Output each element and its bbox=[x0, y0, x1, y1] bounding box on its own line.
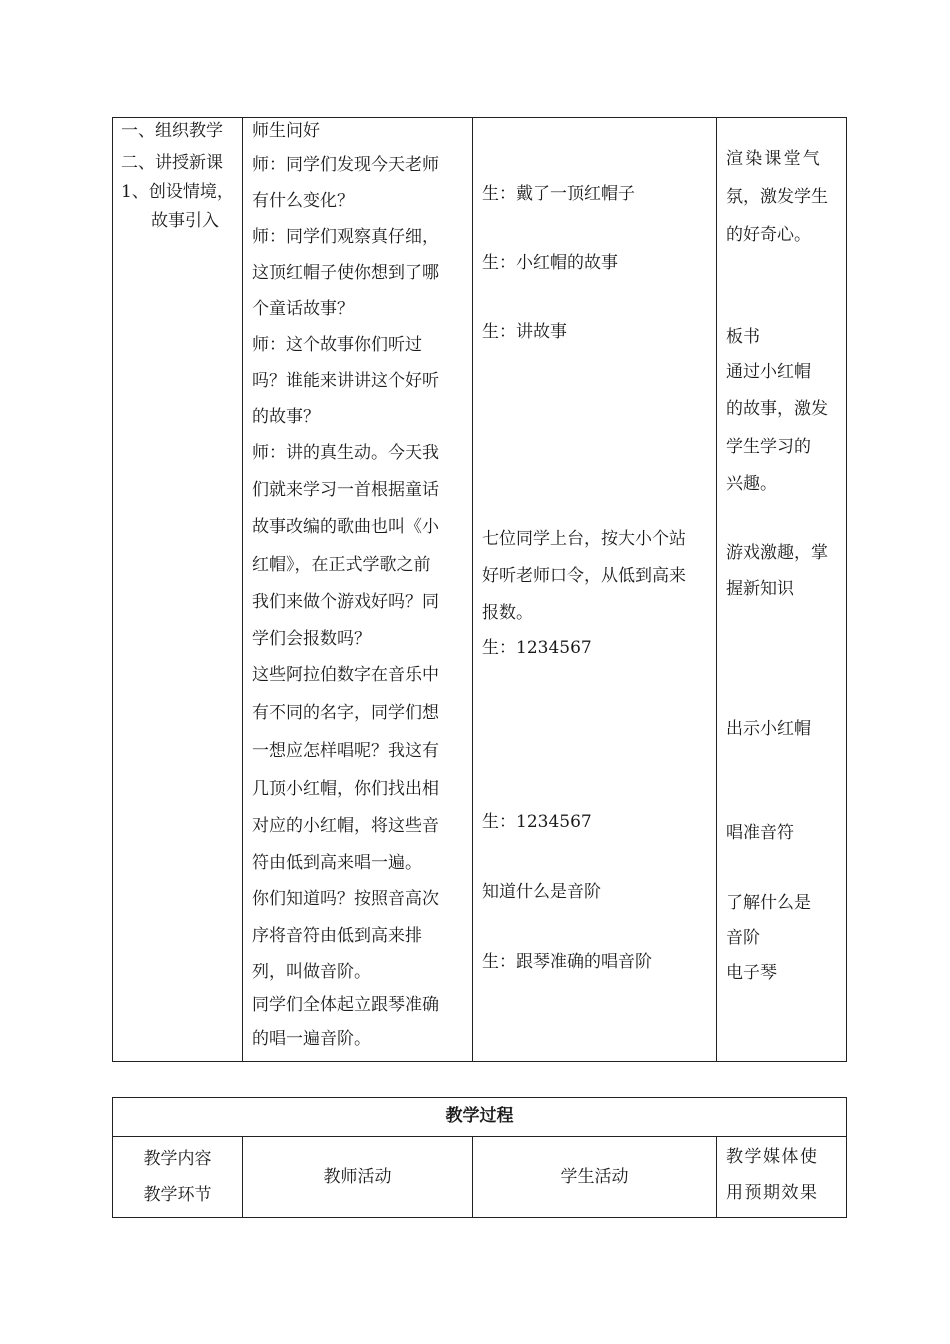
step-scenario: 1、创设情境， bbox=[121, 182, 234, 202]
lesson-table bbox=[112, 117, 847, 1062]
media-line: 通过小红帽 bbox=[726, 362, 811, 382]
teacher-line: 吗？谁能来讲讲这个好听 bbox=[252, 371, 439, 391]
student-line: 生：1234567 bbox=[482, 812, 592, 832]
teacher-line: 师生问好 bbox=[252, 121, 320, 141]
teacher-activity-cell bbox=[243, 118, 473, 1062]
media-line: 的故事，激发 bbox=[726, 399, 828, 419]
teacher-line: 同学们全体起立跟琴准确 bbox=[252, 995, 439, 1015]
student-line: 生：跟琴准确的唱音阶 bbox=[482, 952, 652, 972]
teacher-line: 红帽》，在正式学歌之前 bbox=[252, 555, 431, 575]
teacher-line: 有什么变化？ bbox=[252, 191, 354, 211]
media-line: 兴趣。 bbox=[726, 474, 777, 494]
teacher-line: 你们知道吗？按照音高次 bbox=[252, 889, 439, 909]
student-line: 生：小红帽的故事 bbox=[482, 253, 618, 273]
student-line: 生：1234567 bbox=[482, 638, 592, 658]
header-media-label: 教学媒体使 bbox=[726, 1147, 819, 1167]
student-line: 生：讲故事 bbox=[482, 322, 567, 342]
teacher-line: 我们来做个游戏好吗？同 bbox=[252, 592, 439, 612]
teacher-line: 符由低到高来唱一遍。 bbox=[252, 853, 422, 873]
teaching-step-cell bbox=[113, 118, 243, 1062]
teacher-line: 这些阿拉伯数字在音乐中 bbox=[252, 665, 439, 685]
media-line: 的好奇心。 bbox=[726, 225, 811, 245]
student-activity-cell bbox=[473, 118, 717, 1062]
teacher-line: 师：同学们观察真仔细， bbox=[252, 227, 439, 247]
teacher-line: 列，叫做音阶。 bbox=[252, 962, 371, 982]
media-line: 出示小红帽 bbox=[726, 719, 811, 739]
teacher-line: 有不同的名字，同学们想 bbox=[252, 703, 439, 723]
header-content-step bbox=[113, 1137, 243, 1218]
student-line: 七位同学上台，按大小个站 bbox=[482, 529, 686, 549]
header-step-label: 教学环节 bbox=[143, 1185, 212, 1205]
header-student-activity: 学生活动 bbox=[473, 1137, 717, 1218]
teacher-line: 这顶红帽子使你想到了哪 bbox=[252, 263, 439, 283]
media-line: 音阶 bbox=[726, 928, 760, 948]
teacher-line: 个童话故事？ bbox=[252, 299, 354, 319]
step-new-lesson: 二、讲授新课 bbox=[121, 153, 223, 173]
header-effect-label: 用预期效果 bbox=[726, 1183, 819, 1203]
media-line: 握新知识 bbox=[726, 579, 794, 599]
teacher-line: 师：这个故事你们听过 bbox=[252, 335, 422, 355]
media-line: 唱准音符 bbox=[726, 823, 794, 843]
student-line: 好听老师口令，从低到高来 bbox=[482, 566, 686, 586]
media-line: 电子琴 bbox=[726, 963, 777, 983]
teacher-line: 一想应怎样唱呢？我这有 bbox=[252, 741, 439, 761]
header-teacher-activity: 教师活动 bbox=[243, 1137, 473, 1218]
media-line: 学生学习的 bbox=[726, 437, 811, 457]
media-line: 了解什么是 bbox=[726, 893, 811, 913]
teacher-line: 师：同学们发现今天老师 bbox=[252, 155, 439, 175]
teacher-line: 对应的小红帽，将这些音 bbox=[252, 816, 439, 836]
media-effect-cell bbox=[717, 118, 847, 1062]
teacher-line: 故事改编的歌曲也叫《小 bbox=[252, 517, 439, 537]
teacher-line: 的唱一遍音阶。 bbox=[252, 1029, 371, 1049]
teacher-line: 几顶小红帽，你们找出相 bbox=[252, 779, 439, 799]
step-story-intro: 故事引入 bbox=[151, 211, 219, 231]
teacher-line: 序将音符由低到高来排 bbox=[252, 926, 422, 946]
teacher-line: 的故事？ bbox=[252, 407, 320, 427]
process-table bbox=[112, 1097, 847, 1218]
header-media-effect bbox=[717, 1137, 847, 1218]
header-content-label: 教学内容 bbox=[143, 1149, 212, 1169]
step-organize: 一、组织教学 bbox=[121, 121, 223, 141]
process-title: 教学过程 bbox=[113, 1098, 847, 1137]
student-line: 报数。 bbox=[482, 603, 533, 623]
teacher-line: 学们会报数吗？ bbox=[252, 629, 371, 649]
teacher-line: 师：讲的真生动。今天我 bbox=[252, 443, 439, 463]
teacher-line: 们就来学习一首根据童话 bbox=[252, 480, 439, 500]
student-line: 知道什么是音阶 bbox=[482, 882, 601, 902]
media-line: 渲染课堂气 bbox=[726, 149, 822, 169]
media-line: 氛，激发学生 bbox=[726, 187, 828, 207]
student-line: 生：戴了一顶红帽子 bbox=[482, 184, 635, 204]
media-line: 游戏激趣，掌 bbox=[726, 543, 828, 563]
media-line: 板书 bbox=[726, 327, 760, 347]
